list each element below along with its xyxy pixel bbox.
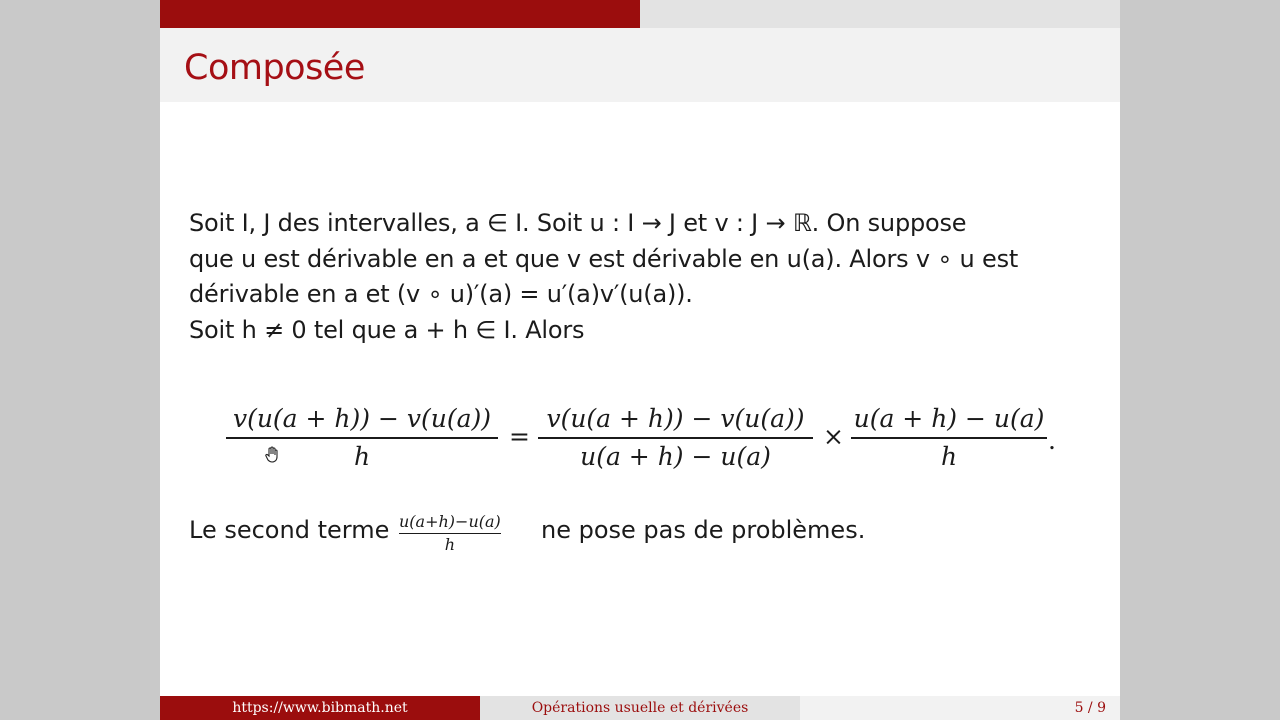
conclusion-text-before: Le second terme xyxy=(189,516,390,544)
equals-sign: = xyxy=(509,422,530,451)
paragraph-line-3: dérivable en a et (v ∘ u)′(a) = u′(a)v′(u(a)). xyxy=(189,280,693,308)
times-sign: × xyxy=(823,422,844,451)
fraction-right-numerator: u(a + h) − u(a) xyxy=(853,404,1045,433)
footer-section-title: Opérations usuelle et dérivées xyxy=(480,696,800,720)
fraction-left-numerator: v(u(a + h)) − v(u(a)) xyxy=(232,404,492,433)
paragraph-line-4: Soit h ≠ 0 tel que a + h ∈ I. Alors xyxy=(189,315,585,344)
conclusion-text-after: ne pose pas de problèmes. xyxy=(541,516,866,544)
fraction-right xyxy=(851,404,1047,471)
footer xyxy=(160,696,1120,720)
hand-cursor-icon xyxy=(264,446,280,468)
fraction-middle xyxy=(538,404,813,471)
title-bar xyxy=(160,28,1120,102)
display-equation xyxy=(226,404,1076,484)
footer-page-number: 5 / 9 xyxy=(800,696,1120,720)
fraction-bar xyxy=(538,437,813,439)
slide-title: Composée xyxy=(184,48,365,88)
inline-fraction xyxy=(399,512,501,554)
footer-url: https://www.bibmath.net xyxy=(160,696,480,720)
fraction-bar xyxy=(399,533,501,534)
conclusion-sentence xyxy=(189,512,1089,562)
fraction-left-denominator: h xyxy=(353,441,371,471)
fraction-right-denominator: h xyxy=(940,441,958,471)
equation-period: . xyxy=(1048,426,1056,455)
fraction-bar xyxy=(226,437,498,439)
progress-bar-fill xyxy=(160,0,640,28)
paragraph-line-1: Soit I, J des intervalles, a ∈ I. Soit u : I → J et v : J → ℝ. On suppose xyxy=(189,209,967,237)
fraction-middle-denominator: u(a + h) − u(a) xyxy=(580,441,771,471)
slide xyxy=(160,0,1120,720)
fraction-bar xyxy=(851,437,1047,439)
inline-fraction-denominator: h xyxy=(444,535,456,555)
inline-fraction-numerator: u(a+h)−u(a) xyxy=(399,512,501,531)
fraction-middle-numerator: v(u(a + h)) − v(u(a)) xyxy=(546,404,805,433)
progress-bar xyxy=(160,0,1120,28)
paragraph-line-2: que u est dérivable en a et que v est dérivable en u(a). Alors v ∘ u est xyxy=(189,244,1019,273)
theorem-paragraph xyxy=(189,206,1089,348)
